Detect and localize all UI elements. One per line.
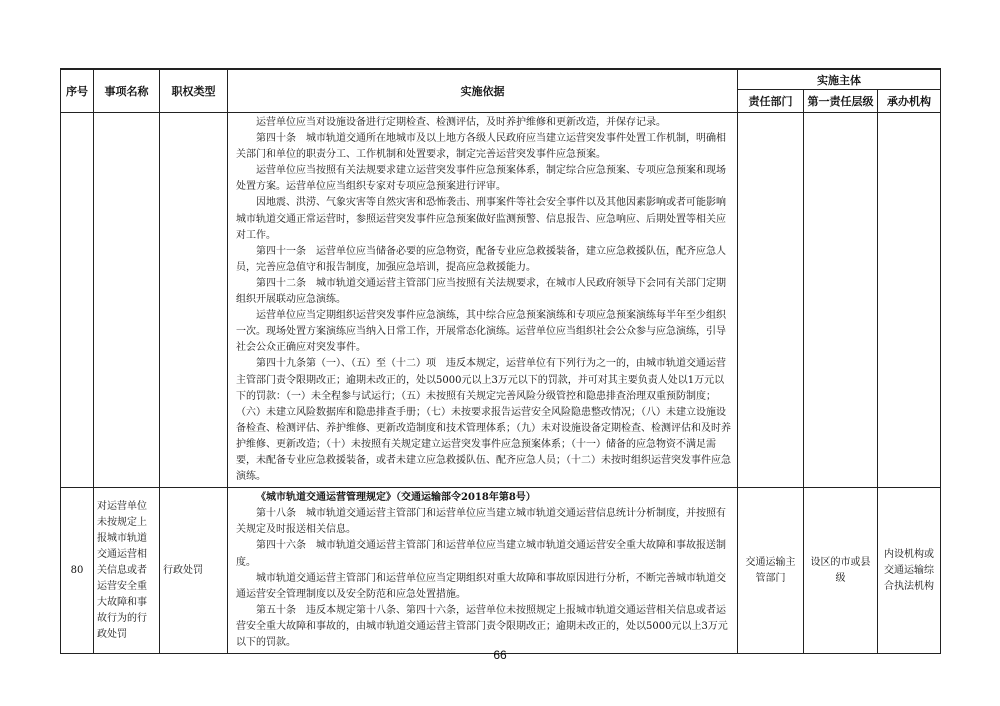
basis-paragraph: 运营单位应当定期组织运营突发事件应急演练，其中综合应急预案演练和专项应急预案演练每半年至少组织一次。现场处置方案演练应当纳入日常工作，开展常态化演练。运营单位应当组织社会公众参与应急演练，引导社会公众正确应对突发事件。 [236, 310, 726, 354]
header-item-name: 事项名称 [94, 69, 160, 113]
row-org: 内设机构或交通运输综合执法机构 [878, 488, 941, 654]
page-number: 66 [493, 648, 507, 662]
basis-paragraph: 运营单位应当按照有关法规要求建立运营突发事件应急预案体系，制定综合应急预案、专项应急预案和现场处置方案。运营单位应当组织专家对专项应急预案进行评审。 [236, 165, 726, 193]
basis-paragraph: 第四十六条 城市轨道交通运营主管部门和运营单位应当建立城市轨道交通运营安全重大故障和事故报送制度。 [236, 540, 726, 568]
basis-paragraph: 第四十九条第（一）、（五）至（十二）项 违反本规定，运营单位有下列行为之一的，由城市轨道交通运营主管部门责令限期改正；逾期未改正的，处以5000元以上3万元以下的罚款，并可对其主要负责人处以1万元以下的罚款：（一）未全程参与试运行；（五）未按照有关规定完善风险分级管控和隐患排查治理双重预防制度；（六）未建立风险数据库和隐患排查手册；（七）未按要求报告运营安全风险隐患整改情况；（八）未建立设施设备检查、检测评估、养护维修、更新改造制度和技术管理体系；（九）未对设施设备定期检查、检测评估和及时养护维修、更新改造；（十）未按照有关规定建立运营突发事件应急预案体系；（十一）储备的应急物资不满足需要，未配备专业应急救援装备，或者未建立应急救援队伍、配齐应急人员；（十二）未按时组织运营突发事件应急演练。 [236, 358, 731, 483]
row-item-name: 对运营单位未按规定上报城市轨道交通运营相关信息或者运营安全重大故障和事故行为的行政处罚 [94, 488, 160, 654]
row-seq: 80 [61, 488, 94, 654]
basis-paragraph: 因地震、洪涝、气象灾害等自然灾害和恐怖袭击、刑事案件等社会安全事件以及其他因素影响或者可能影响城市轨道交通正常运营时，参照运营突发事件应急预案做好监测预警、信息报告、应急响应、后期处置等相关应对工作。 [236, 197, 726, 241]
cell-seq [61, 113, 94, 488]
cell-level [804, 113, 878, 488]
row-dept: 交通运输主管部门 [738, 488, 804, 654]
header-seq: 序号 [61, 69, 94, 113]
row-level: 设区的市或县级 [804, 488, 878, 654]
law-title: 《城市轨道交通运营管理规定》（交通运输部令2018年第8号） [256, 492, 536, 504]
basis-paragraph: 第四十条 城市轨道交通所在地城市及以上地方各级人民政府应当建立运营突发事件处置工作机制，明确相关部门和单位的职责分工、工作机制和处置要求，制定完善运营突发事件应急预案。 [236, 133, 726, 161]
basis-paragraph: 第四十二条 城市轨道交通运营主管部门应当按照有关法规要求，在城市人民政府领导下会同有关部门定期组织开展联动应急演练。 [236, 277, 726, 306]
basis-paragraph: 第四十一条 运营单位应当储备必要的应急物资，配备专业应急救援装备，建立应急救援队伍，配齐应急人员，完善应急值守和报告制度，加强应急培训，提高应急救援能力。 [236, 245, 726, 273]
basis-paragraph: 城市轨道交通运营主管部门和运营单位应当定期组织对重大故障和事故原因进行分析，不断完善城市轨道交通运营安全管理制度以及安全防范和应急处置措施。 [236, 572, 726, 600]
cell-org [878, 113, 941, 488]
header-power-type: 职权类型 [160, 69, 228, 113]
header-basis: 实施依据 [228, 69, 738, 113]
table-row-continued [61, 113, 941, 488]
implementation-table [60, 68, 941, 654]
cell-dept [738, 113, 804, 488]
header-subject: 实施主体 [738, 69, 941, 90]
table-row-80 [61, 488, 941, 654]
header-org: 承办机构 [878, 90, 941, 113]
cell-power-type [160, 113, 228, 488]
basis-paragraph: 运营单位应当对设施设备进行定期检查、检测评估，及时养护维修和更新改造，并保存记录。 [256, 117, 666, 128]
cell-item-name [94, 113, 160, 488]
cell-basis [228, 113, 738, 488]
row-power-type: 行政处罚 [160, 488, 228, 654]
header-dept: 责任部门 [738, 90, 804, 113]
basis-paragraph: 第十八条 城市轨道交通运营主管部门和运营单位应当建立城市轨道交通运营信息统计分析制度，并按照有关规定及时报送相关信息。 [236, 508, 726, 536]
row-basis [228, 488, 738, 654]
header-level: 第一责任层级 [804, 90, 878, 113]
basis-paragraph: 第五十条 违反本规定第十八条、第四十六条，运营单位未按照规定上报城市轨道交通运营相关信息或者运营安全重大故障和事故的，由城市轨道交通运营主管部门责令限期改正；逾期未改正的，处以5000元以上3万元以下的罚款。 [236, 604, 728, 648]
